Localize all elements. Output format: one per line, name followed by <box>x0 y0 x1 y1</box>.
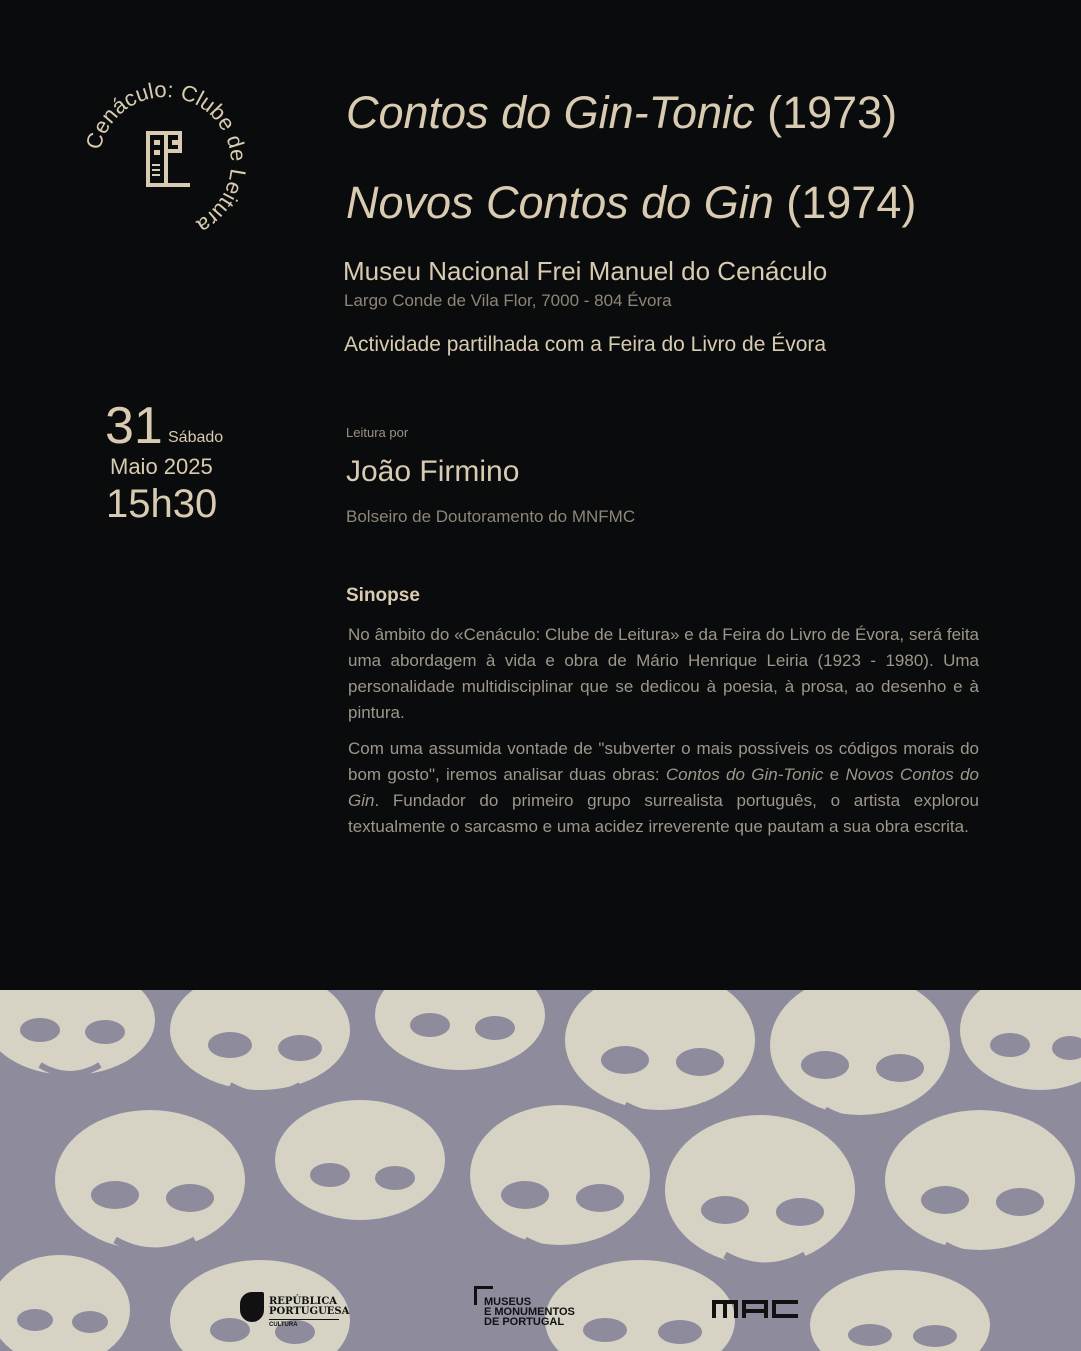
book-title-1-name: Contos do Gin-Tonic <box>346 87 755 138</box>
mac-logo-mark <box>712 1298 800 1320</box>
shared-activity: Actividade partilhada com a Feira do Livro de Évora <box>344 333 827 356</box>
venue-name: Museu Nacional Frei Manuel do Cenáculo <box>343 256 828 286</box>
book-title-1 <box>346 87 897 139</box>
synopsis-p2-intro: Com uma assumida vontade de "subverter o mais possíveis os códigos morais do bom gosto", iremos analisar duas obras: <box>348 739 979 784</box>
book-title-2-year: (1974) <box>786 177 917 228</box>
cenaculo-logo <box>84 82 246 244</box>
book-title-1-year: (1973) <box>767 87 898 138</box>
event-time: 15h30 <box>106 482 218 526</box>
republica-emblem-icon <box>240 1292 264 1322</box>
synopsis-text <box>348 622 979 850</box>
republica-line-3: CULTURA <box>269 1322 298 1328</box>
republica-line-2: PORTUGUESA <box>269 1306 350 1317</box>
republica-rule <box>269 1319 339 1320</box>
event-weekday: Sábado <box>168 429 224 446</box>
logo-ring-text: enáculo: Clube eitura <box>87 82 246 239</box>
reader-role: Bolseiro de Doutoramento do MNFMC <box>346 507 636 526</box>
event-month-year: Maio 2025 <box>110 454 213 479</box>
synopsis-p2-rest: . Fundador do primeiro grupo surrealista português, o artista explorou textualmente o sarcasmo e uma acidez irreverente que pautam a sua obra escrita. <box>348 791 979 836</box>
museus-line-1: MUSEUS <box>484 1296 532 1308</box>
synopsis-p2-and: e <box>823 765 846 784</box>
synopsis-heading: Sinopse <box>346 585 420 606</box>
venue-address: Largo Conde de Vila Flor, 7000 - 804 Évora <box>344 291 672 310</box>
museus-line-3: DE PORTUGAL <box>484 1316 565 1328</box>
book-title-2-name: Novos Contos do Gin <box>346 177 774 228</box>
mac-logo <box>712 1298 800 1320</box>
republica-line-1: REPÚBLICA <box>269 1296 338 1307</box>
synopsis-work-1: Contos do Gin-Tonic <box>665 765 824 784</box>
museus-line-2: E MONUMENTOS <box>484 1306 575 1318</box>
book-title-2 <box>346 177 916 229</box>
reader-name: João Firmino <box>346 455 520 488</box>
republica-portuguesa-logo <box>240 1290 350 1330</box>
reading-label: Leitura por <box>346 425 409 440</box>
synopsis-paragraph-2 <box>348 736 979 840</box>
event-day: 31 <box>105 397 163 455</box>
synopsis-paragraph-1: No âmbito do «Cenáculo: Clube de Leitura» e da Feira do Livro de Évora, será feita uma abordagem à vida e obra de Mário Henrique Leiria (1923 - 1980). Uma personalidade multidisciplinar que se dedicou à poesia, à prosa, ao desenho e à pintura. <box>348 625 979 722</box>
museum-building-icon <box>146 131 190 187</box>
synopsis-work-2: Novos Contos do Gin <box>348 765 979 810</box>
museus-monumentos-logo <box>474 1286 594 1330</box>
